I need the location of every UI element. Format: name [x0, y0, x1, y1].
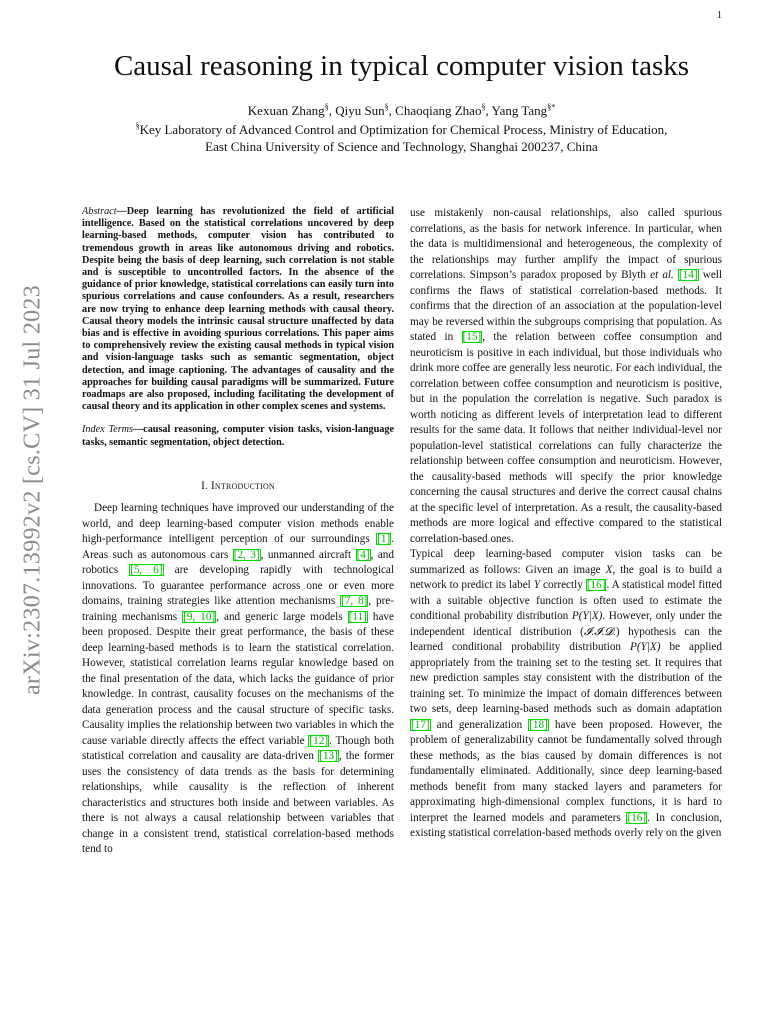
author-list: Kexuan Zhang§, Qiyu Sun§, Chaoqiang Zhao§, Yang Tang§*: [247, 102, 556, 118]
inline-math: X: [605, 563, 613, 576]
affiliation-line-1-text: Key Laboratory of Advanced Control and Optimization for Chemical Process, Ministry of Education,: [139, 122, 668, 137]
affiliation-line-1: [60, 121, 743, 138]
citation-link[interactable]: [18]: [529, 718, 548, 731]
citation-link[interactable]: [14]: [678, 269, 698, 281]
section-title: Introduction: [211, 479, 275, 492]
citation-link[interactable]: [15]: [462, 331, 482, 343]
author-name: Qiyu Sun: [335, 103, 385, 118]
abstract-text: —Deep learning has revolutionized the field of artificial intelligence. Based on the statistical correlations uncovered by deep learning-based methods, computer vision has contributed to tremendous growth in areas like autonomous driving and robotics. Despite being the basis of deep learning, such correlation is not stable and is susceptible to uncontrolled factors. In the absence of the guidance of prior knowledge, statistical correlations can easily turn into spurious correlations and cause confounders. As a result, researchers are now trying to enhance deep learning methods with causal theory. Causal theory models the intrinsic causal structure unaffected by data bias and is effective in avoiding spurious correlations. This paper aims to comprehensively review the existing causal methods in typical vision and vision-language tasks such as semantic segmentation, object detection, and image captioning. The advantages of causality and the approaches for building causal paradigms will be summarized. Future roadmaps are also proposed, including facilitating the development of causal theory and its application in other complex scenes and systems.: [82, 206, 394, 413]
left-column: [82, 206, 394, 858]
author-affiliation-mark: §*: [547, 102, 556, 112]
intro-paragraph-1: Deep learning techniques have improved our understanding of the world, and deep learning-based computer vision methods enable high-performance intelligent perception of our surroundings [1]. Areas such as autonomous cars [2, 3], unmanned aircraft [4], and robotics [5, 6] are developing rapidly with technological innovations. To guarantee performance across one or even more domains, training strategies like attention mechanisms [7, 8], pre-training mechanisms [9, 10], and generic large models [11] have been proposed. Despite their great performance, the basis of these deep learning-based methods is to learn the statistical correlation. However, statistical correlation learns regular knowledge based on the final presentation of the data, which lacks the guidance of prior knowledge. In contrast, causality focuses on the mechanisms of the data generation process and the causal structure of specific tasks. Causality implies the relationship between two variables in which the cause variable directly affects the effect variable [12]. Though both statistical correlation and causality are data-driven [13], the former uses the consistency of data trends as the basis for determining relationships, while causality is the reflection of inherent characteristics and structures both inside and between variables. As there is not always a causal relationship between variables that change in a consistent trend, statistical correlation-based methods tend to: [82, 502, 395, 856]
inline-math: 𝓘.𝓘.𝓓.: [583, 625, 616, 638]
citation-link[interactable]: [9, 10]: [183, 610, 216, 623]
arxiv-identifier-stamp: [20, 280, 46, 700]
section-numeral: I.: [201, 479, 211, 492]
citation-link[interactable]: [11]: [348, 610, 367, 623]
intro-paragraph-3: Typical deep learning-based computer vision tasks can be summarized as follows: Given an image X, the goal is to build a network to predict its label Y correctly [16]. A statistical model fitted with a suitable objective function is often used to estimate the conditional probability distribution P(Y|X). However, only under the independent identical distribution (𝓘.𝓘.𝓓.) hypothesis can the learned conditional probability distribution P(Y|X) be applied appropriately from the training set to the testing set. It requires that new prediction samples stay consistent with the distribution of the training set. To minimize the impact of domain differences between two sets, deep learning-based methods such as domain adaptation [17] and generalization [18] have been proposed. However, the problem of generalizability cannot be fundamentally solved through these methods, as the bias caused by domain differences is not fundamentally eliminated. Additionally, since deep learning-based methods benefit from many stacked layers and parameters for approximating high-dimensional complex functions, it is hard to interpret the learned models and parameters [16]. In conclusion, existing statistical correlation-based methods overly rely on the given: [410, 548, 723, 839]
italic-text: et al.: [650, 269, 674, 281]
abstract-label: Abstract: [82, 206, 117, 217]
paper-title: Causal reasoning in typical computer vision tasks: [113, 50, 690, 82]
citation-link[interactable]: [5, 6]: [130, 564, 163, 577]
affiliation-mark: §: [135, 121, 140, 131]
author-affiliation-mark: §: [481, 102, 486, 112]
inline-math: Y: [533, 579, 541, 591]
right-column: [410, 206, 722, 842]
abstract: [82, 206, 394, 413]
author-name: Kexuan Zhang: [247, 103, 325, 118]
index-terms: [82, 424, 394, 448]
intro-paragraph-2: use mistakenly non-causal relationships, also called spurious correlations, as the basis for network inference. In particular, when the data is multidimensional and heterogeneous, the complexity of the relationships may further amplify the impact of spurious correlations. Simpson’s paradox proposed by Blyth et al. [14] well confirms the flaws of statistical correlation-based methods. It confirms that the direction of an association at the population-level may be reversed within the subgroups comprising that population. As stated in [15], the relation between coffee consumption and neuroticism is positive in each individual, but those individuals who drink more coffee are generally less neurotic. For each individual, the correlation between coffee consumption and neuroticism is positive, but in the population the correlation is negative. Such paradox is worth noticing as different levels of interpretation lead to different results for the same data. It follows that neither individual-level nor population-level statistical correlations can fully characterize the relationship between coffee consumption and neuroticism. However, the causality-based methods will specify the prior knowledge concerning the causal structures and derive the correct causal chains at the specific level of interpretation. As a result, the causality-based methods are more logical and effective compared to the statistical correlation-based ones.: [410, 207, 723, 545]
citation-link[interactable]: [7, 8]: [341, 595, 368, 608]
citation-link[interactable]: [2, 3]: [233, 548, 260, 561]
section-heading: [82, 479, 394, 495]
affiliation: [60, 121, 743, 155]
citation-link[interactable]: [1]: [377, 533, 391, 546]
citation-link[interactable]: [13]: [319, 750, 338, 763]
citation-link[interactable]: [16]: [627, 811, 647, 824]
index-terms-label: Index Terms: [82, 424, 133, 436]
page-number: 1: [717, 10, 722, 21]
index-terms-text: —causal reasoning, computer vision tasks, vision-language tasks, semantic segmentation, object detection.: [82, 424, 394, 448]
author-name: Chaoqiang Zhao: [395, 103, 482, 118]
arxiv-identifier-text: arXiv:2307.13992v2 [cs.CV] 31 Jul 2023: [19, 284, 46, 696]
inline-math: P(Y|X): [571, 610, 603, 622]
affiliation-line-2: East China University of Science and Technology, Shanghai 200237, China: [205, 139, 598, 154]
author-affiliation-mark: §: [384, 102, 389, 112]
author-affiliation-mark: §: [324, 102, 329, 112]
citation-link[interactable]: [4]: [356, 548, 370, 561]
author-name: Yang Tang: [491, 103, 548, 118]
citation-link[interactable]: [17]: [411, 718, 430, 731]
citation-link[interactable]: [12]: [309, 734, 329, 747]
inline-math: P(Y|X): [630, 641, 661, 653]
citation-link[interactable]: [16]: [586, 579, 606, 591]
